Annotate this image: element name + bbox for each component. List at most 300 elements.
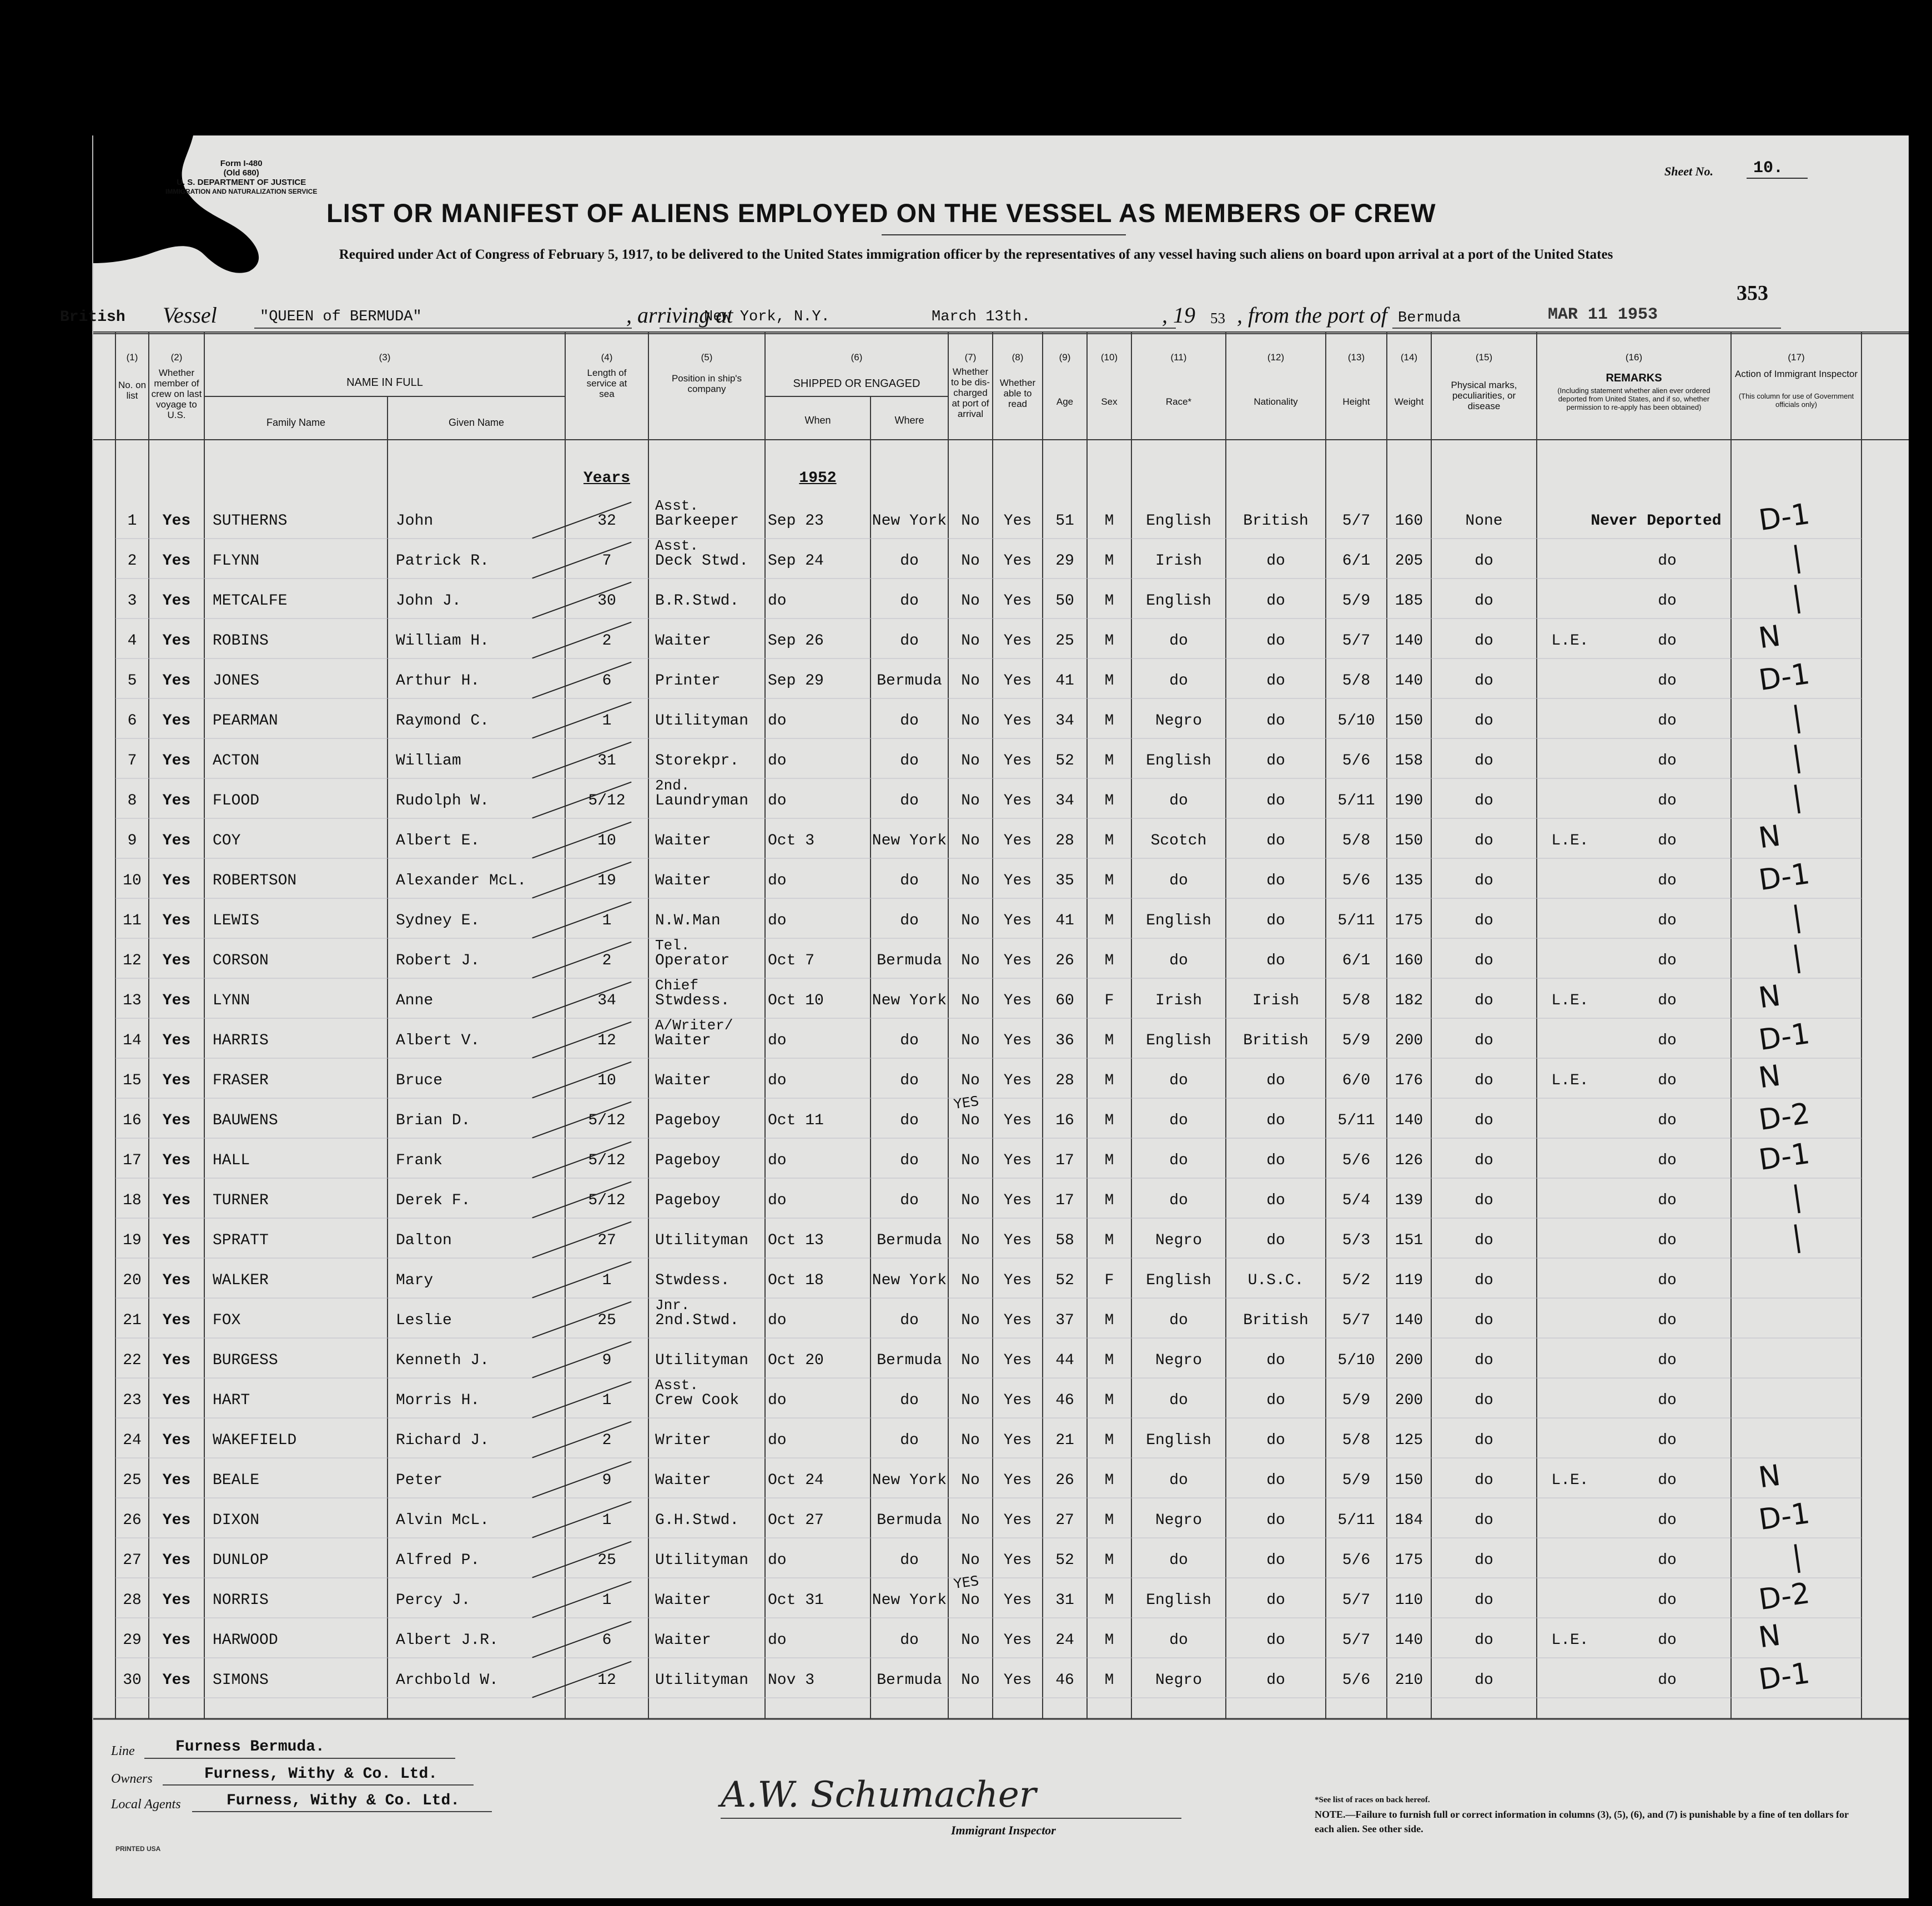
cell-service: 1 — [602, 1592, 612, 1609]
cell-prev: Yes — [162, 592, 191, 610]
cell-given: Mary — [396, 1272, 434, 1289]
cell-prev: Yes — [162, 832, 191, 849]
owners-underline — [163, 1784, 474, 1786]
cell-sex: M — [1104, 1632, 1114, 1649]
cell-weight: 140 — [1395, 632, 1423, 650]
cell-marks: do — [1475, 1272, 1493, 1289]
cell-height: 6/1 — [1342, 552, 1371, 570]
cell-marks: do — [1475, 792, 1493, 809]
cell-service: 9 — [602, 1352, 612, 1369]
cell-service: 25 — [597, 1312, 616, 1329]
cell-marks: do — [1475, 1072, 1493, 1089]
year-prefix: , 19 — [1162, 303, 1195, 328]
cell-service: 10 — [597, 1072, 616, 1089]
cell-age: 26 — [1055, 952, 1074, 969]
cell-given: Kenneth J. — [396, 1352, 490, 1369]
cell-age: 41 — [1055, 672, 1074, 690]
cell-family: FLYNN — [213, 552, 260, 570]
cell-race: English — [1146, 752, 1211, 770]
cell-sex: M — [1104, 832, 1114, 849]
cell-prev: Yes — [162, 1312, 191, 1329]
cell-remarks: do — [1658, 1512, 1677, 1529]
cell-service: 1 — [602, 1512, 612, 1529]
cell-no: 13 — [123, 992, 142, 1009]
inspector-action-mark: | — [1789, 1540, 1804, 1574]
col2-number: (2) — [170, 352, 183, 363]
cell-given: Leslie — [396, 1312, 452, 1329]
cell-le: L.E. — [1551, 1472, 1589, 1489]
cell-where: do — [900, 632, 919, 650]
cell-where: do — [900, 1312, 919, 1329]
cell-nat: U.S.C. — [1247, 1272, 1304, 1289]
owners-label: Owners — [111, 1772, 153, 1786]
col1-header: No. on list — [118, 380, 147, 401]
cell-sex: M — [1104, 1392, 1114, 1409]
col17-header: Action of Immigrant Inspector — [1734, 369, 1858, 379]
agents-value: Furness, Withy & Co. Ltd. — [227, 1792, 460, 1809]
cell-service: 6 — [602, 1632, 612, 1649]
cell-remarks: do — [1658, 1152, 1677, 1169]
cell-remarks: do — [1658, 912, 1677, 929]
cell-race: do — [1169, 1472, 1188, 1489]
inspector-action-mark: | — [1789, 740, 1804, 775]
cell-given: Richard J. — [396, 1432, 490, 1449]
cell-sex: M — [1104, 592, 1114, 610]
cell-age: 44 — [1055, 1352, 1074, 1369]
cell-no: 26 — [123, 1512, 142, 1529]
agents-label: Local Agents — [111, 1797, 181, 1812]
cell-remarks: do — [1658, 752, 1677, 770]
cell-given: Frank — [396, 1152, 443, 1169]
cell-remarks: do — [1658, 1432, 1677, 1449]
cell-disch: No — [961, 792, 980, 809]
cell-family: WAKEFIELD — [213, 1432, 297, 1449]
cell-remarks: do — [1658, 1312, 1677, 1329]
cell-disch: No — [961, 1472, 980, 1489]
cell-no: 22 — [123, 1352, 142, 1369]
cell-disch: No — [961, 1592, 980, 1609]
cell-remarks: do — [1658, 992, 1677, 1009]
cell-prev: Yes — [162, 1272, 191, 1289]
cell-sex: F — [1104, 1272, 1114, 1289]
cell-position: Waiter — [655, 1592, 711, 1609]
cell-age: 26 — [1055, 1472, 1074, 1489]
cell-prev: Yes — [162, 1392, 191, 1409]
form-identifier: Form I-480 (Old 680) U. S. DEPARTMENT OF JUSTICE IMMIGRATION AND NATURALIZATION SERVICE — [165, 159, 318, 195]
cell-weight: 110 — [1395, 1592, 1423, 1609]
cell-where: Bermuda — [877, 672, 942, 690]
cell-read: Yes — [1003, 552, 1032, 570]
cell-height: 5/11 — [1337, 1112, 1375, 1129]
cell-read: Yes — [1003, 1352, 1032, 1369]
cell-weight: 200 — [1395, 1352, 1423, 1369]
cell-when: do — [768, 1072, 787, 1089]
cell-weight: 158 — [1395, 752, 1423, 770]
cell-no: 7 — [127, 752, 137, 770]
cell-weight: 160 — [1395, 512, 1423, 530]
vessel-nationality: British — [60, 309, 125, 326]
cell-family: ROBERTSON — [213, 872, 297, 889]
col9-header: Age — [1056, 396, 1074, 407]
cell-position: Laundryman — [655, 792, 749, 809]
cell-prev: Yes — [162, 1352, 191, 1369]
vessel-name: "QUEEN of BERMUDA" — [260, 309, 422, 325]
cell-height: 5/3 — [1342, 1232, 1371, 1249]
cell-position: Waiter — [655, 832, 711, 849]
cell-remarks: Never Deported — [1591, 512, 1722, 530]
cell-family: NORRIS — [213, 1592, 269, 1609]
col4-header: Length of service at sea — [586, 368, 627, 399]
cell-height: 5/7 — [1342, 512, 1371, 530]
cell-prev: Yes — [162, 1152, 191, 1169]
page-subtitle: Required under Act of Congress of February 5, 1917, to be delivered to the United States immigration officer by the representatives of any vessel having such aliens on board upon arrival at a port of the United States — [339, 247, 1613, 262]
col8-header: Whether able to read — [999, 378, 1036, 409]
cell-sex: M — [1104, 1232, 1114, 1249]
cell-le: L.E. — [1551, 1072, 1589, 1089]
cell-weight: 135 — [1395, 872, 1423, 889]
cell-family: BAUWENS — [213, 1112, 278, 1129]
col9-number: (9) — [1059, 352, 1071, 363]
cell-read: Yes — [1003, 912, 1032, 929]
cell-family: BEALE — [213, 1472, 260, 1489]
cell-when: do — [768, 1152, 787, 1169]
cell-remarks: do — [1658, 1032, 1677, 1049]
cell-remarks: do — [1658, 872, 1677, 889]
inspector-action-mark: N — [1757, 1059, 1783, 1095]
cell-disch: No — [961, 752, 980, 770]
inspector-action-mark: N — [1757, 819, 1783, 856]
cell-disch: No — [961, 712, 980, 730]
cell-disch: No — [961, 1312, 980, 1329]
cell-service: 34 — [597, 992, 616, 1009]
cell-no: 12 — [123, 952, 142, 969]
inspector-action-mark: | — [1789, 940, 1804, 974]
cell-service: 31 — [597, 752, 616, 770]
cell-position-line1: Jnr. — [655, 1297, 690, 1314]
cell-family: ACTON — [213, 752, 260, 770]
inspector-action-mark: D-1 — [1757, 1017, 1812, 1058]
cell-remarks: do — [1658, 1392, 1677, 1409]
cell-height: 5/9 — [1342, 1472, 1371, 1489]
cell-sex: M — [1104, 752, 1114, 770]
cell-family: SUTHERNS — [213, 512, 288, 530]
agents-underline — [192, 1811, 492, 1812]
cell-prev: Yes — [162, 752, 191, 770]
cell-where: Bermuda — [877, 1512, 942, 1529]
cell-position: Storekpr. — [655, 752, 739, 770]
cell-position: Waiter — [655, 1072, 711, 1089]
cell-when: Oct 31 — [768, 1592, 824, 1609]
cell-disch: No — [961, 1632, 980, 1649]
cell-service: 10 — [597, 832, 616, 849]
cell-given: Rudolph W. — [396, 792, 490, 809]
col12-header: Nationality — [1254, 396, 1298, 407]
cell-when: Oct 18 — [768, 1272, 824, 1289]
cell-where: do — [900, 1552, 919, 1569]
cell-race: Irish — [1155, 552, 1202, 570]
cell-service: 32 — [597, 512, 616, 530]
cell-no: 21 — [123, 1312, 142, 1329]
cell-age: 34 — [1055, 792, 1074, 809]
cell-no: 24 — [123, 1432, 142, 1449]
inspector-action-mark: D-1 — [1757, 1656, 1812, 1697]
cell-weight: 150 — [1395, 832, 1423, 849]
cell-service: 2 — [602, 1432, 612, 1449]
cell-height: 5/11 — [1337, 1512, 1375, 1529]
cell-where: do — [900, 1432, 919, 1449]
cell-height: 5/6 — [1342, 1552, 1371, 1569]
inspector-action-mark: D-2 — [1757, 1097, 1812, 1138]
cell-read: Yes — [1003, 1152, 1032, 1169]
cell-read: Yes — [1003, 1472, 1032, 1489]
cell-prev: Yes — [162, 952, 191, 969]
cell-disch: No — [961, 832, 980, 849]
cell-where: New York — [872, 992, 947, 1009]
cell-position: Pageboy — [655, 1112, 721, 1129]
cell-given: Arthur H. — [396, 672, 480, 690]
cell-marks: do — [1475, 992, 1493, 1009]
cell-remarks: do — [1658, 1192, 1677, 1209]
cell-no: 19 — [123, 1232, 142, 1249]
cell-given: John — [396, 512, 434, 530]
cell-disch: No — [961, 672, 980, 690]
cell-when: do — [768, 752, 787, 770]
cell-nat: do — [1266, 912, 1285, 929]
cell-sex: M — [1104, 792, 1114, 809]
cell-age: 46 — [1055, 1672, 1074, 1689]
cell-nat: do — [1266, 1592, 1285, 1609]
cell-no: 10 — [123, 872, 142, 889]
cell-race: do — [1169, 632, 1188, 650]
cell-height: 5/7 — [1342, 1592, 1371, 1609]
cell-disch: No — [961, 1552, 980, 1569]
cell-age: 46 — [1055, 1392, 1074, 1409]
cell-height: 5/8 — [1342, 992, 1371, 1009]
line-underline — [144, 1758, 455, 1759]
cell-read: Yes — [1003, 872, 1032, 889]
cell-family: JONES — [213, 672, 260, 690]
cell-le: L.E. — [1551, 1632, 1589, 1649]
cell-service: 1 — [602, 712, 612, 730]
inspector-action-mark: | — [1789, 580, 1804, 615]
cell-position: Stwdess. — [655, 992, 730, 1009]
cell-age: 52 — [1055, 1272, 1074, 1289]
cell-no: 27 — [123, 1552, 142, 1569]
cell-no: 23 — [123, 1392, 142, 1409]
owners-value: Furness, Withy & Co. Ltd. — [204, 1766, 438, 1783]
cell-nat: do — [1266, 1632, 1285, 1649]
cell-service: 5/12 — [588, 1192, 626, 1209]
cell-given: John J. — [396, 592, 461, 610]
cell-race: Scotch — [1150, 832, 1207, 849]
arriving-label: , arriving at — [626, 303, 733, 328]
cell-sex: M — [1104, 552, 1114, 570]
cell-prev: Yes — [162, 792, 191, 809]
cell-nat: do — [1266, 1512, 1285, 1529]
cell-nat: British — [1243, 1312, 1309, 1329]
cell-given: Sydney E. — [396, 912, 480, 929]
inspector-action-mark: | — [1789, 780, 1804, 814]
punch-hole — [49, 627, 80, 658]
cell-when: do — [768, 912, 787, 929]
cell-read: Yes — [1003, 672, 1032, 690]
cell-sex: M — [1104, 1592, 1114, 1609]
cell-remarks: do — [1658, 552, 1677, 570]
col10-number: (10) — [1100, 352, 1118, 363]
cell-position-line1: A/Writer/ — [655, 1017, 733, 1034]
cell-marks: do — [1475, 872, 1493, 889]
arrival-year: 53 — [1210, 310, 1225, 326]
inspector-action-mark: D-1 — [1757, 857, 1812, 898]
col2-header: Whether member of crew on last voyage to U.S. — [151, 368, 202, 420]
inspector-label: Immigrant Inspector — [951, 1823, 1056, 1837]
cell-sex: M — [1104, 912, 1114, 929]
cell-remarks: do — [1658, 1472, 1677, 1489]
cell-service: 2 — [602, 952, 612, 969]
cell-given: Morris H. — [396, 1392, 480, 1409]
cell-age: 24 — [1055, 1632, 1074, 1649]
cell-no: 15 — [123, 1072, 142, 1089]
cell-given: Alexander McL. — [396, 872, 527, 889]
cell-read: Yes — [1003, 1032, 1032, 1049]
cell-family: FLOOD — [213, 792, 260, 809]
col11-number: (11) — [1170, 352, 1187, 363]
cell-nat: Irish — [1252, 992, 1299, 1009]
col16-subheader: (Including statement whether alien ever ordered deported from United States, and if so, whether permission to re-apply has been obtained) — [1557, 386, 1710, 411]
col7-header: Whether to be dis-charged at port of arrival — [951, 366, 990, 419]
col5-header: Position in ship's company — [671, 373, 742, 394]
cell-family: LEWIS — [213, 912, 260, 929]
cell-where: New York — [872, 1272, 947, 1289]
cell-marks: do — [1475, 1392, 1493, 1409]
cell-race: do — [1169, 872, 1188, 889]
cell-nat: do — [1266, 1152, 1285, 1169]
inspector-action-mark: | — [1789, 1220, 1804, 1254]
col12-number: (12) — [1267, 352, 1285, 363]
cell-where: do — [900, 1192, 919, 1209]
cell-height: 5/6 — [1342, 752, 1371, 770]
cell-given: Robert J. — [396, 952, 480, 969]
arriving-port: New York, N.Y. — [704, 309, 830, 325]
cell-family: COY — [213, 832, 241, 849]
cell-sex: M — [1104, 1152, 1114, 1169]
cell-marks: do — [1475, 1112, 1493, 1129]
cell-where: Bermuda — [877, 1672, 942, 1689]
cell-disch: No — [961, 1272, 980, 1289]
cell-age: 21 — [1055, 1432, 1074, 1449]
cell-prev: Yes — [162, 1472, 191, 1489]
cell-when: do — [768, 872, 787, 889]
cell-read: Yes — [1003, 752, 1032, 770]
cell-race: English — [1146, 592, 1211, 610]
cell-height: 5/6 — [1342, 1672, 1371, 1689]
cell-no: 9 — [127, 832, 137, 849]
cell-height: 6/1 — [1342, 952, 1371, 969]
cell-prev: Yes — [162, 672, 191, 690]
cell-prev: Yes — [162, 1592, 191, 1609]
cell-sex: M — [1104, 872, 1114, 889]
col16-header: REMARKS — [1606, 372, 1662, 384]
cell-remarks: do — [1658, 832, 1677, 849]
cell-read: Yes — [1003, 592, 1032, 610]
cell-no: 18 — [123, 1192, 142, 1209]
cell-position: Deck Stwd. — [655, 552, 749, 570]
cell-prev: Yes — [162, 1192, 191, 1209]
cell-prev: Yes — [162, 1032, 191, 1049]
cell-read: Yes — [1003, 1272, 1032, 1289]
cell-disch: No — [961, 1112, 980, 1129]
cell-height: 5/6 — [1342, 1152, 1371, 1169]
cell-race: do — [1169, 672, 1188, 690]
cell-when: Sep 29 — [768, 672, 824, 690]
cell-position: Waiter — [655, 872, 711, 889]
cell-position: Utilityman — [655, 1352, 749, 1369]
cell-prev: Yes — [162, 1552, 191, 1569]
cell-prev: Yes — [162, 1632, 191, 1649]
line-label: Line — [111, 1744, 135, 1758]
cell-weight: 151 — [1395, 1232, 1423, 1249]
cell-nat: do — [1266, 1112, 1285, 1129]
cell-family: BURGESS — [213, 1352, 278, 1369]
cell-service: 5/12 — [588, 792, 626, 809]
cell-family: WALKER — [213, 1272, 269, 1289]
cell-marks: do — [1475, 1432, 1493, 1449]
col17-number: (17) — [1788, 352, 1805, 363]
inspector-signature: A.W. Schumacher — [721, 1774, 1037, 1816]
cell-position: Waiter — [655, 1472, 711, 1489]
cell-disch: No — [961, 552, 980, 570]
cell-given: Patrick R. — [396, 552, 490, 570]
inspector-action-mark: D-1 — [1757, 1496, 1812, 1537]
cell-no: 5 — [127, 672, 137, 690]
family-name-header: Family Name — [266, 417, 325, 428]
cell-service: 12 — [597, 1672, 616, 1689]
cell-family: ROBINS — [213, 632, 269, 650]
cell-when: do — [768, 1312, 787, 1329]
cell-nat: do — [1266, 792, 1285, 809]
cell-age: 31 — [1055, 1592, 1074, 1609]
cell-marks: do — [1475, 1472, 1493, 1489]
when-header: When — [804, 415, 831, 426]
inspector-action-mark: | — [1789, 900, 1804, 934]
cell-family: HALL — [213, 1152, 250, 1169]
cell-height: 5/10 — [1337, 1352, 1375, 1369]
cell-no: 6 — [127, 712, 137, 730]
cell-family: METCALFE — [213, 592, 288, 610]
cell-weight: 184 — [1395, 1512, 1423, 1529]
col6-number: (6) — [851, 352, 863, 363]
cell-given: Bruce — [396, 1072, 443, 1089]
cell-where: do — [900, 1032, 919, 1049]
cell-where: do — [900, 792, 919, 809]
cell-disch: No — [961, 512, 980, 530]
cell-service: 12 — [597, 1032, 616, 1049]
cell-family: SIMONS — [213, 1672, 269, 1689]
cell-nat: British — [1243, 1032, 1309, 1049]
cell-given: Percy J. — [396, 1592, 471, 1609]
cell-disch: No — [961, 952, 980, 969]
cell-service: 30 — [597, 592, 616, 610]
cell-no: 14 — [123, 1032, 142, 1049]
cell-disch: No — [961, 1512, 980, 1529]
cell-where: do — [900, 1392, 919, 1409]
cell-no: 17 — [123, 1152, 142, 1169]
cell-sex: M — [1104, 1352, 1114, 1369]
cell-sex: M — [1104, 672, 1114, 690]
cell-sex: M — [1104, 1472, 1114, 1489]
departure-stamp: MAR 11 1953 — [1548, 305, 1658, 324]
cell-no: 11 — [123, 912, 142, 929]
